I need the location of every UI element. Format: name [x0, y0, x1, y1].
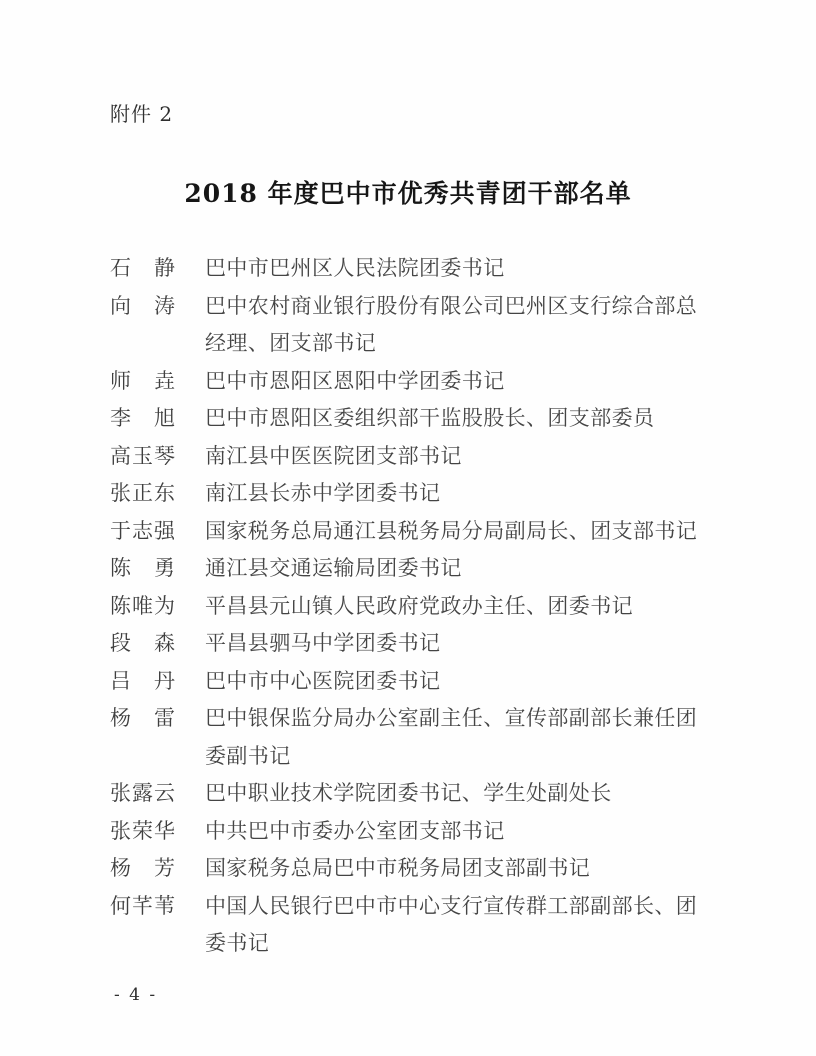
cadre-name: 陈唯为 — [110, 593, 176, 618]
cadre-position: 国家税务总局巴中市税务局团支部副书记 — [205, 856, 591, 880]
cadre-name: 向 涛 — [110, 293, 176, 318]
roster-entry — [110, 363, 716, 401]
roster-entry — [110, 813, 716, 851]
roster-entry — [110, 475, 716, 513]
roster-entry — [110, 888, 716, 963]
page-number: - 4 - — [114, 985, 158, 1005]
roster-entry — [110, 288, 716, 363]
cadre-name: 段 森 — [110, 631, 176, 655]
cadre-name: 杨 芳 — [110, 856, 176, 880]
cadre-position: 巴中职业技术学院团委书记、学生处副处长 — [205, 781, 612, 805]
roster-entry — [110, 700, 716, 775]
cadre-position: 通江县交通运输局团委书记 — [205, 556, 462, 580]
cadre-name: 高玉琴 — [110, 443, 176, 468]
cadre-position: 巴中市恩阳区委组织部干监股股长、团支部委员 — [205, 406, 655, 430]
cadre-position: 巴中市中心医院团委书记 — [205, 668, 441, 693]
cadre-position: 平昌县驷马中学团委书记 — [205, 631, 441, 655]
cadre-name: 杨 雷 — [110, 706, 176, 730]
cadre-roster-list — [110, 250, 716, 963]
roster-entry — [110, 550, 716, 588]
cadre-position: 巴中农村商业银行股份有限公司巴州区支行综合部总经理、团支部书记 — [205, 293, 698, 355]
roster-entry — [110, 513, 716, 551]
roster-entry — [110, 775, 716, 813]
cadre-position: 巴中市巴州区人民法院团委书记 — [205, 256, 505, 280]
roster-entry — [110, 625, 716, 663]
page-title: 2018 年度巴中市优秀共青团干部名单 — [184, 179, 632, 208]
cadre-name: 师 垚 — [110, 368, 176, 393]
cadre-name: 张正东 — [110, 481, 176, 505]
cadre-position: 中共巴中市委办公室团支部书记 — [205, 818, 505, 843]
roster-entry — [110, 850, 716, 888]
roster-entry — [110, 588, 716, 626]
cadre-name: 吕 丹 — [110, 668, 176, 693]
cadre-name: 何芊苇 — [110, 893, 176, 918]
cadre-name: 李 旭 — [110, 406, 176, 430]
cadre-name: 张荣华 — [110, 818, 176, 843]
cadre-position: 南江县中医医院团支部书记 — [205, 443, 462, 468]
cadre-position: 中国人民银行巴中市中心支行宣传群工部副部长、团委书记 — [205, 893, 698, 955]
cadre-position: 南江县长赤中学团委书记 — [205, 481, 441, 505]
cadre-name: 陈 勇 — [110, 556, 176, 580]
attachment-label: 附件 2 — [110, 102, 174, 126]
cadre-name: 张露云 — [110, 781, 176, 805]
roster-entry — [110, 250, 716, 288]
roster-entry — [110, 438, 716, 476]
roster-entry — [110, 663, 716, 701]
cadre-name: 于志强 — [110, 518, 176, 543]
cadre-position: 平昌县元山镇人民政府党政办主任、团委书记 — [205, 593, 633, 618]
cadre-position: 巴中市恩阳区恩阳中学团委书记 — [205, 368, 505, 393]
cadre-position: 国家税务总局通江县税务局分局副局长、团支部书记 — [205, 518, 698, 543]
cadre-name: 石 静 — [110, 256, 176, 280]
cadre-position: 巴中银保监分局办公室副主任、宣传部副部长兼任团委副书记 — [205, 706, 698, 768]
roster-entry — [110, 400, 716, 438]
